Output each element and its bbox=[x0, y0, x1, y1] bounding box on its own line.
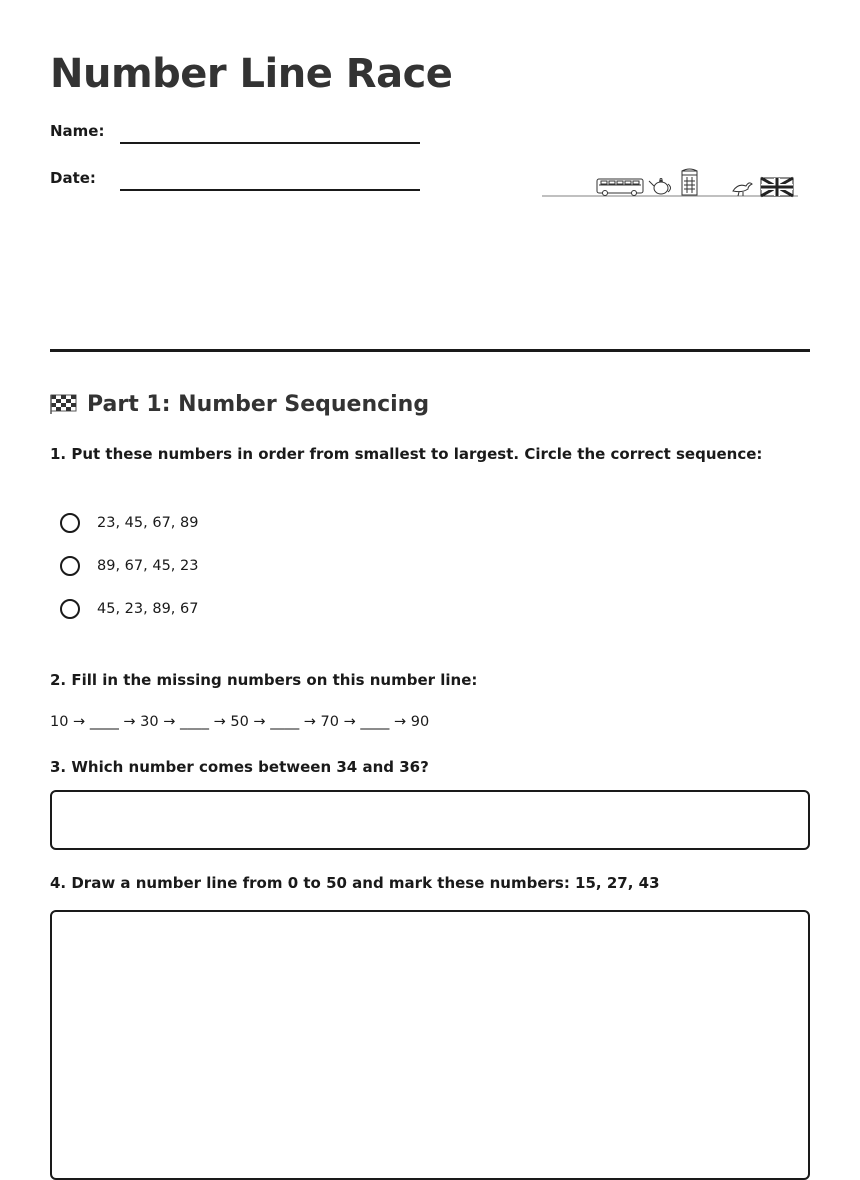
q1-option-3-label: 45, 23, 89, 67 bbox=[97, 601, 199, 617]
q1-option-1[interactable] bbox=[60, 511, 198, 535]
number-sequence: 10 → ____ → 30 → ____ → 50 → ____ → 70 → ____ → 90 bbox=[50, 714, 430, 730]
question-1: 1. Put these numbers in order from smallest to largest. Circle the correct sequence: bbox=[50, 445, 763, 463]
worksheet-page bbox=[50, 0, 810, 1161]
bus-icon bbox=[597, 179, 643, 196]
q1-option-2-label: 89, 67, 45, 23 bbox=[97, 558, 199, 574]
date-field[interactable] bbox=[50, 168, 420, 198]
q1-option-1-label: 23, 45, 67, 89 bbox=[97, 515, 199, 531]
bird-icon bbox=[733, 183, 752, 196]
date-label: Date: bbox=[50, 169, 96, 187]
phone-booth-icon bbox=[682, 169, 697, 195]
checkered-flag-icon bbox=[50, 394, 77, 414]
name-field[interactable] bbox=[50, 121, 420, 151]
q3-answer-box[interactable] bbox=[50, 790, 810, 850]
q4-drawing-box[interactable] bbox=[50, 910, 810, 1180]
part1-title: Part 1: Number Sequencing bbox=[87, 391, 430, 417]
radio-circle[interactable] bbox=[60, 556, 80, 576]
part1-heading bbox=[50, 388, 429, 420]
worksheet-title: Number Line Race bbox=[50, 51, 453, 97]
date-line[interactable] bbox=[120, 189, 420, 191]
question-4: 4. Draw a number line from 0 to 50 and mark these numbers: 15, 27, 43 bbox=[50, 874, 660, 892]
teapot-icon bbox=[649, 179, 671, 195]
london-decoration bbox=[542, 166, 800, 202]
name-label: Name: bbox=[50, 122, 105, 140]
q1-option-3[interactable] bbox=[60, 597, 198, 621]
question-3: 3. Which number comes between 34 and 36? bbox=[50, 758, 429, 776]
question-2: 2. Fill in the missing numbers on this number line: bbox=[50, 671, 478, 689]
name-line[interactable] bbox=[120, 142, 420, 144]
union-jack-flag-icon bbox=[761, 178, 793, 196]
q1-option-2[interactable] bbox=[60, 554, 198, 578]
header-divider bbox=[50, 349, 810, 352]
radio-circle[interactable] bbox=[60, 599, 80, 619]
radio-circle[interactable] bbox=[60, 513, 80, 533]
